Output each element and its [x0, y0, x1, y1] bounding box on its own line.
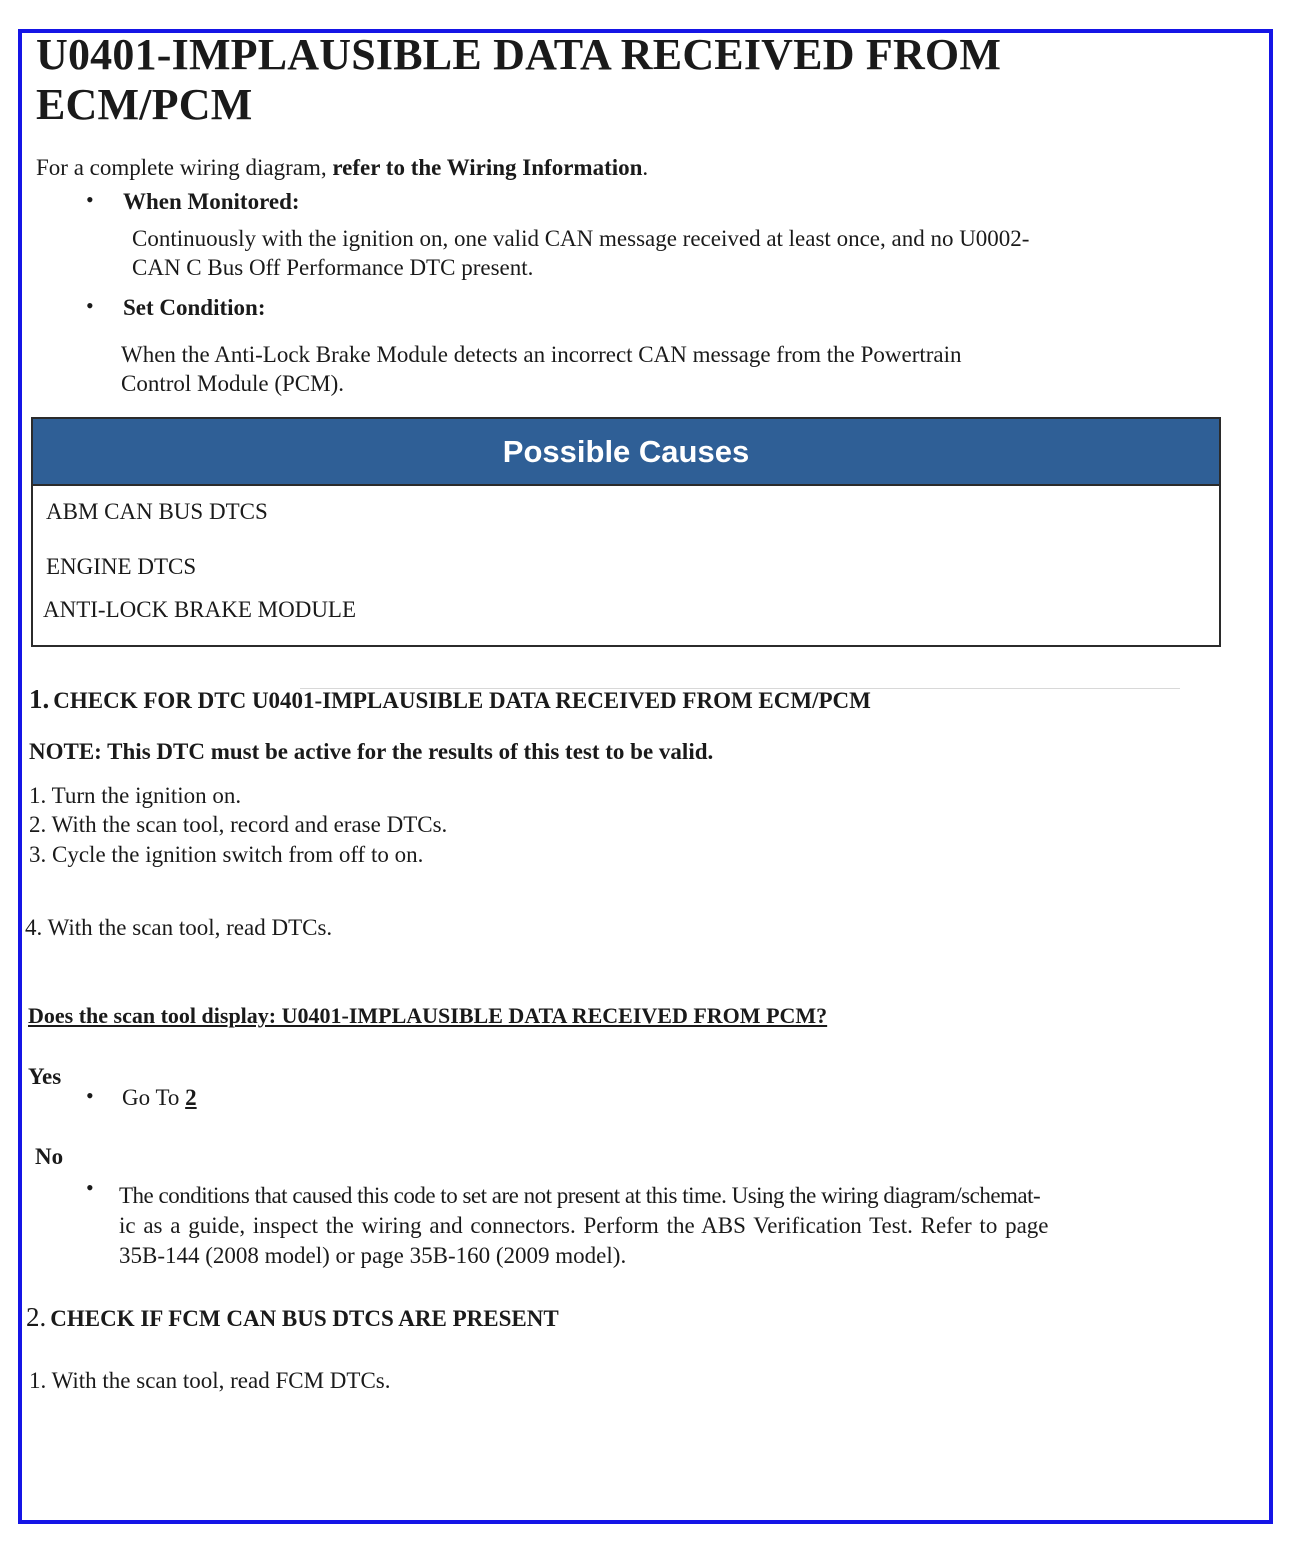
possible-causes-heading: Possible Causes	[33, 419, 1219, 486]
intro-text: For a complete wiring diagram,	[36, 155, 333, 180]
step-1-title: CHECK FOR DTC U0401-IMPLAUSIBLE DATA RECEIVED FROM ECM/PCM	[53, 688, 871, 713]
step-1-instruction: 4. With the scan tool, read DTCs.	[25, 915, 333, 940]
step-1-number: 1.	[29, 684, 50, 714]
page-title	[36, 30, 1001, 130]
go-to-text: Go To	[122, 1085, 186, 1110]
when-monitored-label: When Monitored:	[123, 189, 300, 214]
set-condition-label: Set Condition:	[123, 295, 266, 320]
bullet-icon: •	[86, 1083, 94, 1108]
step-2-title: CHECK IF FCM CAN BUS DTCS ARE PRESENT	[50, 1306, 559, 1331]
when-monitored-line-2: CAN C Bus Off Performance DTC present.	[132, 255, 534, 280]
bullet-icon: •	[86, 293, 94, 318]
go-to-step-2-link[interactable]: 2	[185, 1085, 197, 1110]
yes-action	[122, 1083, 197, 1112]
step-1-instruction: 2. With the scan tool, record and erase DTCs.	[29, 812, 448, 837]
no-action-line-2: ic as a guide, inspect the wiring and connectors. Perform the ABS Verification Test. Refer to page	[119, 1213, 1049, 1238]
cause-item: ABM CAN BUS DTCS	[46, 499, 268, 524]
title-line-1: U0401-IMPLAUSIBLE DATA RECEIVED FROM	[36, 30, 1002, 79]
set-condition-line-2: Control Module (PCM).	[121, 371, 344, 396]
possible-causes-table	[31, 417, 1221, 647]
step-1-instruction: 3. Cycle the ignition switch from off to on.	[29, 842, 424, 867]
wiring-info-reference[interactable]: refer to the Wiring Information	[332, 155, 643, 180]
no-action-line-3: 35B-144 (2008 model) or page 35B-160 (2009 model).	[119, 1243, 627, 1268]
step-1-heading	[29, 684, 871, 715]
step-2-number: 2.	[26, 1302, 47, 1332]
no-action-line-1: The conditions that caused this code to set are not present at this time. Using the wiring diagram/schemat-	[119, 1183, 1041, 1208]
wiring-intro	[36, 153, 648, 182]
intro-end: .	[642, 155, 649, 180]
cause-item: ENGINE DTCS	[46, 554, 197, 579]
set-condition-line-1: When the Anti-Lock Brake Module detects an incorrect CAN message from the Powertrain	[121, 342, 962, 367]
no-label: No	[35, 1144, 64, 1169]
step-1-note: NOTE: This DTC must be active for the results of this test to be valid.	[29, 739, 714, 764]
step-1-instruction: 1. Turn the ignition on.	[29, 783, 242, 808]
title-line-2: ECM/PCM	[36, 80, 253, 129]
when-monitored-line-1: Continuously with the ignition on, one valid CAN message received at least once, and no U0002-	[132, 226, 1030, 251]
yes-label: Yes	[28, 1064, 62, 1089]
step-1-question: Does the scan tool display: U0401-IMPLAUSIBLE DATA RECEIVED FROM PCM?	[28, 1003, 828, 1028]
step-2-heading	[26, 1302, 559, 1333]
step-2-instruction: 1. With the scan tool, read FCM DTCs.	[29, 1368, 391, 1393]
cause-item: ANTI-LOCK BRAKE MODULE	[43, 597, 357, 622]
bullet-icon: •	[86, 1175, 94, 1200]
bullet-icon: •	[86, 187, 94, 212]
